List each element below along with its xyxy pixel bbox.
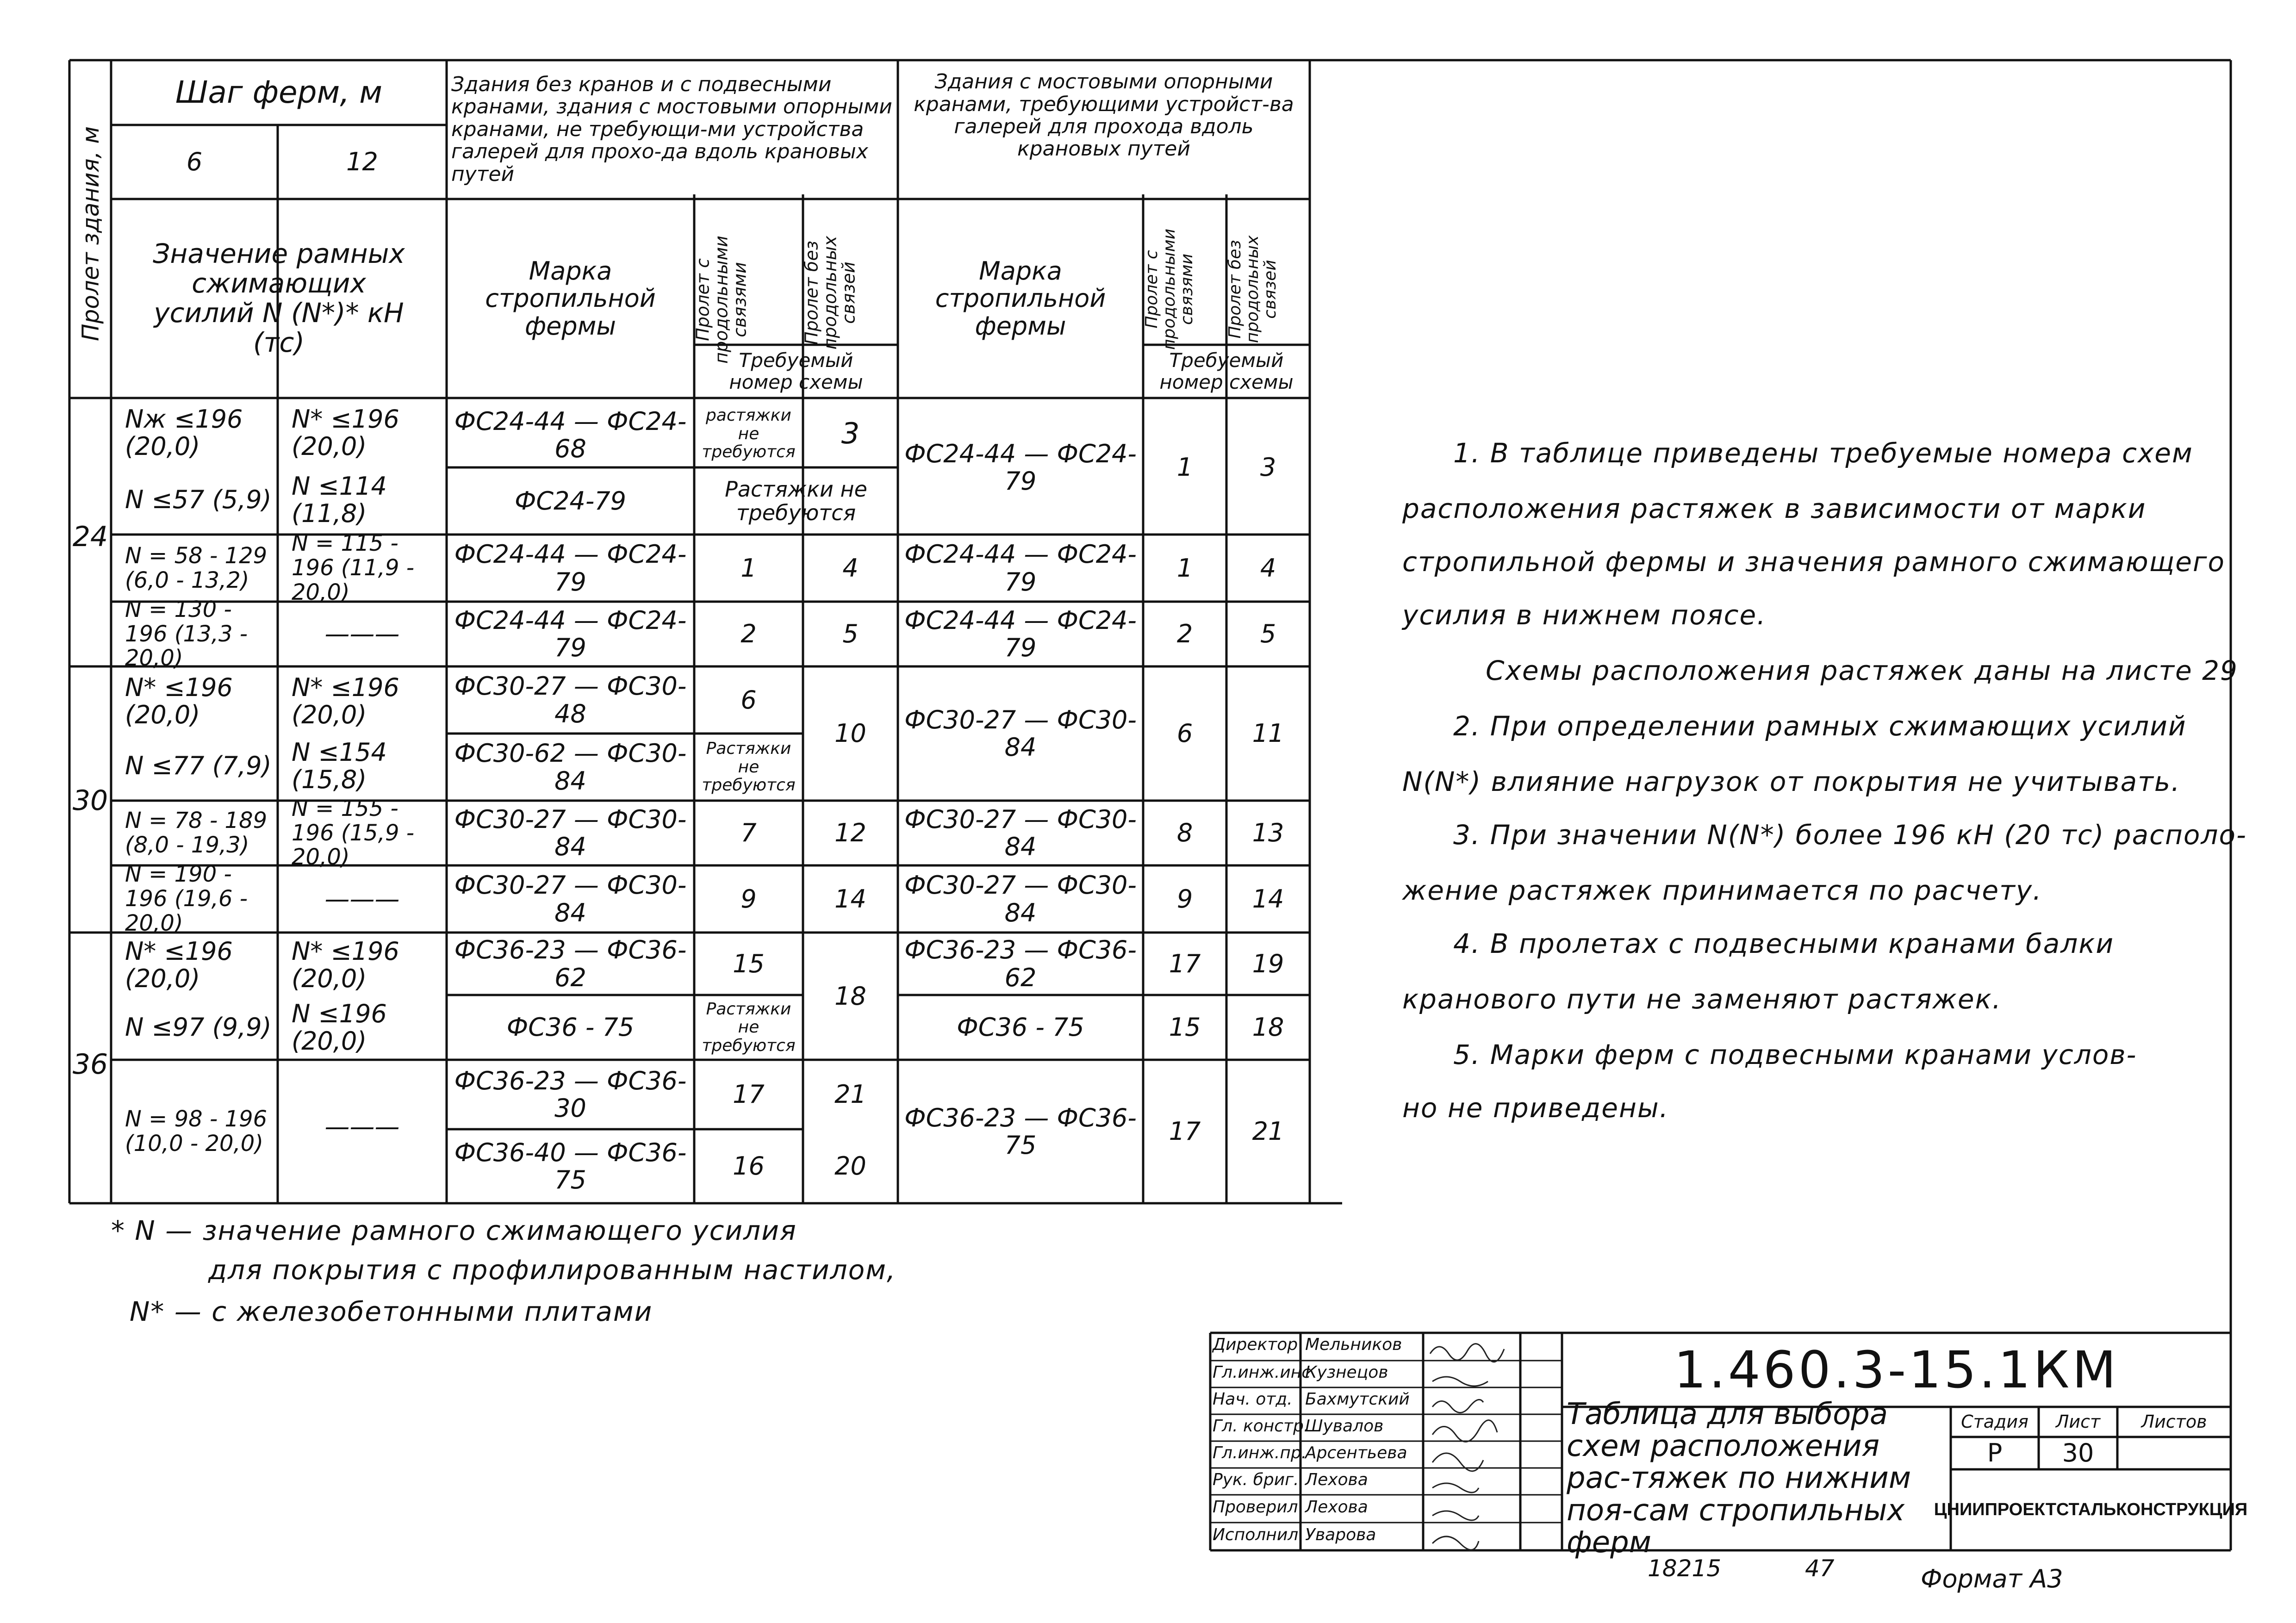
sheets-label: Листов xyxy=(2141,1411,2207,1432)
note-line-13: но не приведены. xyxy=(1402,1092,1669,1124)
r7-d: 13 xyxy=(1252,818,1284,848)
r12-b: 20 xyxy=(834,1151,866,1181)
r10-d: 18 xyxy=(1252,1013,1284,1042)
span-24: 24 xyxy=(72,521,108,553)
r11-c: 17 xyxy=(1169,1117,1201,1146)
r9-mark2: ФС36-23 — ФС36-62 xyxy=(904,935,1137,992)
stage-label: Стадия xyxy=(1961,1411,2028,1432)
r10-a: Растяжки не требуются xyxy=(702,999,796,1055)
r8-force6: N = 190 - 196 (19,6 - 20,0) xyxy=(125,861,248,936)
r11-mark1: ФС36-23 — ФС36-30 xyxy=(454,1066,687,1123)
group1-header: Здания без кранов и с подвесными кранами, здания с мостовыми опорными кранами, не требующи-ми устройства галерей для прохо-да вдоль крановых путей xyxy=(451,73,892,186)
r3-mark1: ФС24-44 — ФС24-79 xyxy=(454,540,687,597)
r4-c: 2 xyxy=(1176,619,1193,649)
note-line-12: 5. Марки ферм с подвесными кранами услов- xyxy=(1453,1039,2137,1070)
r5-b: 10 xyxy=(834,719,866,748)
pitch-12: 12 xyxy=(346,147,378,177)
note-line-7: N(N*) влияние нагрузок от покрытия не учитывать. xyxy=(1402,766,2181,797)
tb-name-3: Бахмутский xyxy=(1305,1390,1410,1409)
r1-d: 3 xyxy=(1260,453,1276,482)
tb-role-3: Нач. отд. xyxy=(1213,1390,1293,1409)
r1-b: 3 xyxy=(841,417,860,451)
tb-name-4: Шувалов xyxy=(1305,1417,1384,1436)
r7-b: 12 xyxy=(834,818,866,848)
r2-force6: N ≤57 (5,9) xyxy=(125,485,272,515)
footnote-line-3: N* — с железобетонными плитами xyxy=(130,1296,653,1327)
tb-name-6: Лехова xyxy=(1305,1470,1368,1489)
r7-mark1: ФС30-27 — ФС30-84 xyxy=(454,804,687,861)
note-line-3: стропильной фермы и значения рамного сжимающего xyxy=(1402,546,2225,578)
r11-b: 21 xyxy=(834,1080,866,1109)
r7-mark2: ФС30-27 — ФС30-84 xyxy=(904,804,1137,861)
r6-force12: N ≤154 (15,8) xyxy=(292,737,387,794)
r6-a: Растяжки не требуются xyxy=(702,739,796,795)
r5-force6: N* ≤196 (20,0) xyxy=(125,672,233,729)
stage-value: Р xyxy=(1987,1438,2003,1468)
r9-force12: N* ≤196 (20,0) xyxy=(292,936,399,993)
note-line-1: 1. В таблице приведены требуемые номера схем xyxy=(1453,437,2193,469)
r10-mark2: ФС36 - 75 xyxy=(957,1013,1084,1042)
note-line-10: 4. В пролетах с подвесными кранами балки xyxy=(1453,928,2115,959)
r5-mark1: ФС30-27 — ФС30-48 xyxy=(454,672,687,728)
tb-name-8: Уварова xyxy=(1305,1525,1376,1544)
r1-force12: N* ≤196 (20,0) xyxy=(292,404,399,461)
organization: ЦНИИПРОЕКТСТАЛЬКОНСТРУКЦИЯ xyxy=(1934,1499,2248,1519)
r3-force6: N = 58 - 129 (6,0 - 13,2) xyxy=(125,542,268,593)
r7-force6: N = 78 - 189 (8,0 - 19,3) xyxy=(125,808,268,858)
with-ties-header-1: Пролет с продольными связями xyxy=(692,236,750,364)
footnote-line-1: * N — значение рамного сжимающего усилия xyxy=(111,1215,797,1246)
r9-force6: N* ≤196 (20,0) xyxy=(125,936,233,993)
r10-mark1: ФС36 - 75 xyxy=(506,1013,635,1042)
without-ties-header-1: Пролет без продольных связей xyxy=(801,236,859,350)
r5-c: 6 xyxy=(1176,719,1193,748)
r2-ab: Растяжки не требуются xyxy=(725,476,867,525)
truss-pitch-header: Шаг ферм, м xyxy=(175,74,383,110)
sheet-value: 30 xyxy=(2062,1438,2094,1468)
r5-a: 6 xyxy=(740,685,757,715)
r8-force12: ——— xyxy=(324,884,400,914)
r4-a: 2 xyxy=(740,619,757,649)
tb-name-1: Мельников xyxy=(1305,1335,1402,1354)
r2-force12: N ≤114 (11,8) xyxy=(292,471,387,528)
tb-name-7: Лехова xyxy=(1305,1498,1368,1517)
sheet-label: Лист xyxy=(2055,1411,2101,1432)
r1-a: растяжки не требуются xyxy=(702,406,796,462)
r11-force6: N = 98 - 196 (10,0 - 20,0) xyxy=(125,1106,268,1157)
archive-pages: 47 xyxy=(1805,1555,1835,1582)
without-ties-header-2: Пролет без продольных связей xyxy=(1226,235,1280,343)
note-line-2: расположения растяжек в зависимости от марки xyxy=(1402,493,2147,524)
tb-role-7: Проверил xyxy=(1213,1498,1298,1517)
r8-c: 9 xyxy=(1176,884,1193,914)
r6-force6: N ≤77 (7,9) xyxy=(125,751,272,781)
r5-mark2: ФС30-27 — ФС30-84 xyxy=(904,705,1137,762)
r11-a: 17 xyxy=(733,1080,765,1109)
r11-mark2: ФС36-23 — ФС36-75 xyxy=(904,1103,1137,1160)
note-line-11: кранового пути не заменяют растяжек. xyxy=(1402,983,2002,1015)
r12-mark1: ФС36-40 — ФС36-75 xyxy=(454,1138,687,1194)
r9-a: 15 xyxy=(733,949,765,978)
r11-force12: ——— xyxy=(324,1112,400,1142)
r3-c: 1 xyxy=(1176,553,1193,583)
group2-header: Здания с мостовыми опорными кранами, требующими устройст-ва галерей для прохода вдоль крановых путей xyxy=(914,70,1294,161)
r3-a: 1 xyxy=(740,553,757,583)
force-header: Значение рамных сжимающих усилий N (N*)* кН (тс) xyxy=(153,238,405,358)
r10-force6: N ≤97 (9,9) xyxy=(125,1013,272,1042)
document-code: 1.460.3-15.1КМ xyxy=(1674,1340,2119,1399)
r4-mark1: ФС24-44 — ФС24-79 xyxy=(454,605,687,662)
r8-a: 9 xyxy=(740,884,757,914)
r7-c: 8 xyxy=(1176,818,1193,848)
r3-mark2: ФС24-44 — ФС24-79 xyxy=(904,540,1137,597)
r11-d: 21 xyxy=(1252,1117,1284,1146)
r9-mark1: ФС36-23 — ФС36-62 xyxy=(454,935,687,992)
mark-header-2: Марка стропильной фермы xyxy=(935,256,1106,341)
tb-name-2: Кузнецов xyxy=(1305,1363,1388,1382)
span-header: Пролет здания, м xyxy=(77,126,104,342)
span-30: 30 xyxy=(72,784,108,817)
tb-name-5: Арсентьева xyxy=(1305,1443,1407,1462)
tb-role-1: Директор xyxy=(1213,1335,1298,1354)
note-line-4: усилия в нижнем поясе. xyxy=(1402,599,1767,631)
r9-b: 18 xyxy=(834,981,866,1011)
note-line-8: 3. При значении N(N*) более 196 кН (20 тс) располо- xyxy=(1453,819,2247,851)
r2-mark1: ФС24-79 xyxy=(514,486,627,516)
tb-role-2: Гл.инж.инс xyxy=(1213,1363,1311,1382)
required-header-2: Требуемый номер схемы xyxy=(1159,349,1294,393)
mark-header-1: Марка стропильной фермы xyxy=(485,256,656,341)
r3-force12: N = 115 - 196 (11,9 - 20,0) xyxy=(292,530,415,605)
tb-role-8: Исполнил xyxy=(1213,1525,1299,1544)
r8-mark2: ФС30-27 — ФС30-84 xyxy=(904,871,1137,927)
r3-d: 4 xyxy=(1260,553,1276,583)
r10-force12: N ≤196 (20,0) xyxy=(292,999,387,1056)
required-header-1: Требуемый номер схемы xyxy=(729,349,863,393)
span-36: 36 xyxy=(72,1048,108,1081)
r1-c: 1 xyxy=(1176,453,1193,482)
r5-d: 11 xyxy=(1252,719,1284,748)
r9-c: 17 xyxy=(1169,949,1201,978)
format-label: Формат А3 xyxy=(1921,1564,2063,1593)
r7-a: 7 xyxy=(740,818,757,848)
r3-b: 4 xyxy=(842,553,859,583)
r7-force12: N = 155 - 196 (15,9 - 20,0) xyxy=(292,795,415,871)
r4-mark2: ФС24-44 — ФС24-79 xyxy=(904,605,1137,662)
r8-d: 14 xyxy=(1252,884,1284,914)
r12-a: 16 xyxy=(733,1151,765,1181)
tb-role-6: Рук. бриг. xyxy=(1213,1470,1299,1489)
r6-mark1: ФС30-62 — ФС30-84 xyxy=(454,739,687,796)
r8-mark1: ФС30-27 — ФС30-84 xyxy=(454,871,687,927)
r4-d: 5 xyxy=(1260,619,1276,649)
note-line-5: Схемы расположения растяжек даны на листе 29 xyxy=(1486,655,2238,686)
r5-force12: N* ≤196 (20,0) xyxy=(292,672,399,729)
r4-force6: N = 130 - 196 (13,3 - 20,0) xyxy=(125,596,248,672)
r8-b: 14 xyxy=(834,884,866,914)
pitch-6: 6 xyxy=(186,147,203,177)
r1-mark2: ФС24-44 — ФС24-79 xyxy=(904,439,1137,496)
document-title: Таблица для выбора схем расположения рас-тяжек по нижним поя-сам стропильных ферм xyxy=(1567,1397,1911,1560)
footnote-line-2: для покрытия с профилированным настилом, xyxy=(208,1254,896,1286)
note-line-6: 2. При определении рамных сжимающих усилий xyxy=(1453,710,2187,742)
archive-number: 18215 xyxy=(1648,1555,1722,1582)
r4-b: 5 xyxy=(842,619,859,649)
r1-mark1: ФС24-44 — ФС24-68 xyxy=(454,406,687,463)
with-ties-header-2: Пролет с продольными связями xyxy=(1142,228,1196,350)
tb-role-4: Гл. констр. xyxy=(1213,1417,1309,1436)
r1-force6: Nж ≤196 (20,0) xyxy=(125,404,243,461)
r4-force12: ——— xyxy=(324,619,400,649)
r9-d: 19 xyxy=(1252,949,1284,978)
note-line-9: жение растяжек принимается по расчету. xyxy=(1402,875,2042,906)
r10-c: 15 xyxy=(1169,1013,1201,1042)
tb-role-5: Гл.инж.пр. xyxy=(1213,1443,1307,1462)
